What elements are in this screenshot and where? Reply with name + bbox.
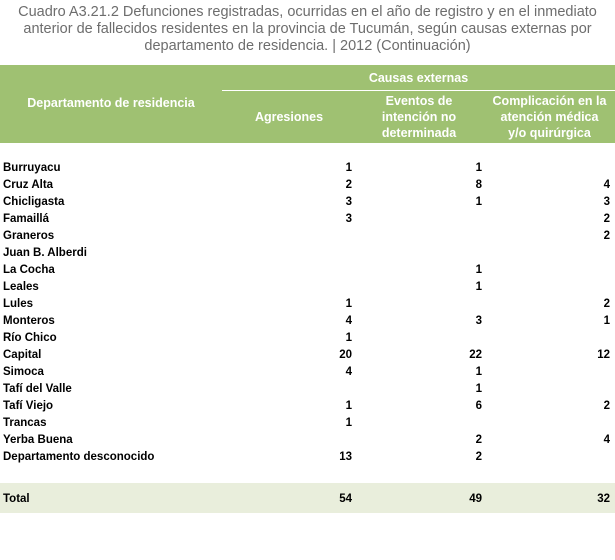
table-caption — [0, 4, 615, 55]
complicacion-value: 4 — [603, 179, 610, 191]
col-eventos-header — [358, 93, 480, 141]
agresiones-value: 3 — [345, 213, 352, 225]
complicacion-value: 3 — [603, 196, 610, 208]
table-row — [0, 229, 615, 246]
caption-line-2: anterior de fallecidos residentes en la provincia de Tucumán, según causas externas por — [23, 21, 592, 37]
table-row — [0, 382, 615, 399]
agresiones-value: 13 — [339, 451, 352, 463]
total-row — [0, 492, 615, 509]
group-divider — [222, 90, 615, 91]
col-agresiones-header: Agresiones — [254, 110, 324, 124]
table-row — [0, 399, 615, 416]
table-row — [0, 195, 615, 212]
table-row — [0, 212, 615, 229]
table-row — [0, 161, 615, 178]
complicacion-value: 2 — [603, 298, 610, 310]
agresiones-value: 3 — [345, 196, 352, 208]
department-name: Famaillá — [3, 213, 50, 225]
table-row — [0, 348, 615, 365]
complicacion-value: 12 — [597, 349, 610, 361]
department-name: Juan B. Alberdi — [3, 247, 87, 259]
department-name: Graneros — [3, 230, 55, 242]
department-name: Capital — [3, 349, 42, 361]
table-header — [0, 65, 615, 143]
table-row — [0, 365, 615, 382]
department-name: Monteros — [3, 315, 55, 327]
table-row — [0, 178, 615, 195]
department-name: Simoca — [3, 366, 44, 378]
eventos-value: 1 — [475, 162, 482, 174]
eventos-value: 6 — [475, 400, 482, 412]
department-name: Trancas — [3, 417, 47, 429]
table-row — [0, 280, 615, 297]
complicacion-value: 2 — [603, 400, 610, 412]
table-row — [0, 433, 615, 450]
table-row — [0, 450, 615, 467]
total-row-band — [0, 483, 615, 513]
eventos-value: 3 — [475, 315, 482, 327]
department-name: Yerba Buena — [3, 434, 73, 446]
complicacion-value: 1 — [603, 315, 610, 327]
total-label: Total — [3, 493, 30, 505]
department-name: Leales — [3, 281, 39, 293]
total-complicacion: 32 — [597, 493, 610, 505]
eventos-value: 1 — [475, 281, 482, 293]
agresiones-value: 1 — [345, 298, 352, 310]
eventos-value: 8 — [475, 179, 482, 191]
row-header-label: Departamento de residencia — [27, 96, 195, 110]
agresiones-value: 1 — [345, 162, 352, 174]
department-name: Burruyacu — [3, 162, 61, 174]
col-eventos-line-3: determinada — [381, 126, 457, 140]
col-eventos-line-2: intención no — [381, 110, 457, 124]
col-complicacion-line-3: y/o quirúrgica — [508, 126, 591, 140]
eventos-value: 2 — [475, 434, 482, 446]
complicacion-value: 2 — [603, 213, 610, 225]
caption-line-3: departamento de residencia. | 2012 (Continuación) — [144, 38, 471, 54]
table-row — [0, 331, 615, 348]
caption-line-1: Cuadro A3.21.2 Defunciones registradas, ocurridas en el año de registro y en el inmediato — [18, 4, 597, 20]
complicacion-value: 2 — [603, 230, 610, 242]
department-name: Río Chico — [3, 332, 57, 344]
eventos-value: 22 — [469, 349, 482, 361]
eventos-value: 2 — [475, 451, 482, 463]
agresiones-value: 2 — [345, 179, 352, 191]
eventos-value: 1 — [475, 383, 482, 395]
agresiones-value: 20 — [339, 349, 352, 361]
agresiones-value: 1 — [345, 332, 352, 344]
complicacion-value: 4 — [603, 434, 610, 446]
department-name: Chicligasta — [3, 196, 65, 208]
department-name: Departamento desconocido — [3, 451, 155, 463]
agresiones-value: 4 — [345, 315, 352, 327]
table-row — [0, 297, 615, 314]
department-name: Tafí del Valle — [3, 383, 72, 395]
table-row — [0, 314, 615, 331]
total-agresiones: 54 — [339, 493, 352, 505]
agresiones-value: 4 — [345, 366, 352, 378]
col-complicacion-line-1: Complicación en la — [492, 94, 607, 108]
eventos-value: 1 — [475, 196, 482, 208]
col-eventos-line-1: Eventos de — [385, 94, 453, 108]
eventos-value: 1 — [475, 366, 482, 378]
agresiones-value: 1 — [345, 400, 352, 412]
col-complicacion-line-2: atención médica — [500, 110, 599, 124]
department-name: Tafí Viejo — [3, 400, 54, 412]
group-header-label: Causas externas — [368, 71, 469, 85]
agresiones-value: 1 — [345, 417, 352, 429]
department-name: La Cocha — [3, 264, 55, 276]
total-eventos: 49 — [469, 493, 482, 505]
department-name: Lules — [3, 298, 34, 310]
col-complicacion-header — [484, 93, 615, 141]
eventos-value: 1 — [475, 264, 482, 276]
table-row — [0, 246, 615, 263]
table-row — [0, 416, 615, 433]
department-name: Cruz Alta — [3, 179, 54, 191]
table-row — [0, 263, 615, 280]
